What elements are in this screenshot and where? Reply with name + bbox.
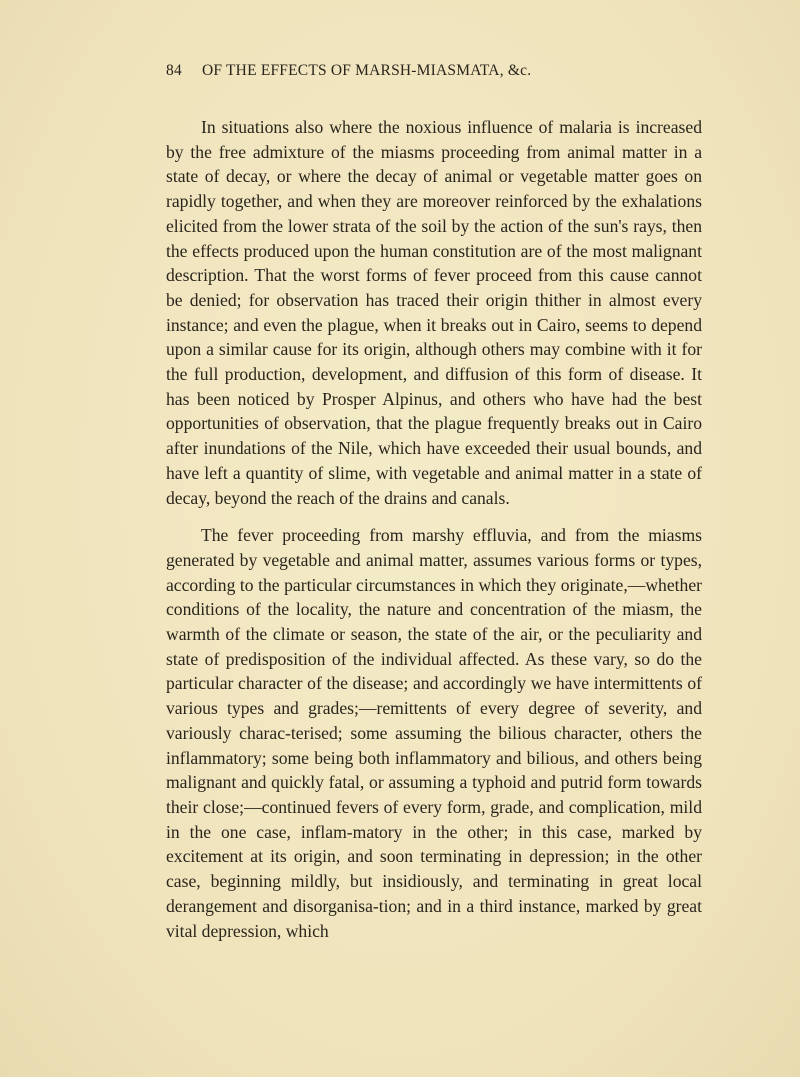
paragraph: In situations also where the noxious influence of malaria is increased by the free admixture of the miasms proceeding from animal matter in a state of decay, or where the decay of animal or vegetable matter goes on rapidly together, and when they are moreover reinforced by the exhalations elicited from the lower strata of the soil by the action of the sun's rays, then the effects produced upon the human constitution are of the most malignant description. That the worst forms of fever proceed from this cause cannot be denied; for observation has traced their origin thither in almost every instance; and even the plague, when it breaks out in Cairo, seems to depend upon a similar cause for its origin, although others may combine with it for the full production, development, and diffusion of this form of disease. It has been noticed by Prosper Alpinus, and others who have had the best opportunities of observation, that the plague frequently breaks out in Cairo after inundations of the Nile, which have exceeded their usual bounds, and have left a quantity of slime, with vegetable and animal matter in a state of decay, beyond the reach of the drains and canals. [166, 117, 702, 508]
paragraph: The fever proceeding from marshy effluvia, and from the miasms generated by vegetable and animal matter, assumes various forms or types, according to the particular circumstances in which they originate,—whether conditions of the locality, the nature and concentration of the miasm, the warmth of the climate or season, the state of the air, or the peculiarity and state of predisposition of the individual affected. As these vary, so do the particular character of the disease; and accordingly we have intermittents of various types and grades;—remittents of every degree of severity, and variously charac-terised; some assuming the bilious character, others the inflammatory; some being both inflammatory and bilious, and others being malignant and quickly fatal, or assuming a typhoid and putrid form towards their close;—continued fevers of every form, grade, and complication, mild in the one case, inflam-matory in the other; in this case, marked by excitement at its origin, and soon terminating in depression; in the other case, beginning mildly, but insidiously, and terminating in great local derangement and disorganisa-tion; and in a third instance, marked by great vital depression, which [166, 525, 702, 941]
body-text [166, 115, 702, 943]
running-title: OF THE EFFECTS OF MARSH-MIASMATA, &c. [202, 62, 532, 79]
page-header [166, 62, 626, 86]
page-number: 84 [166, 62, 182, 79]
